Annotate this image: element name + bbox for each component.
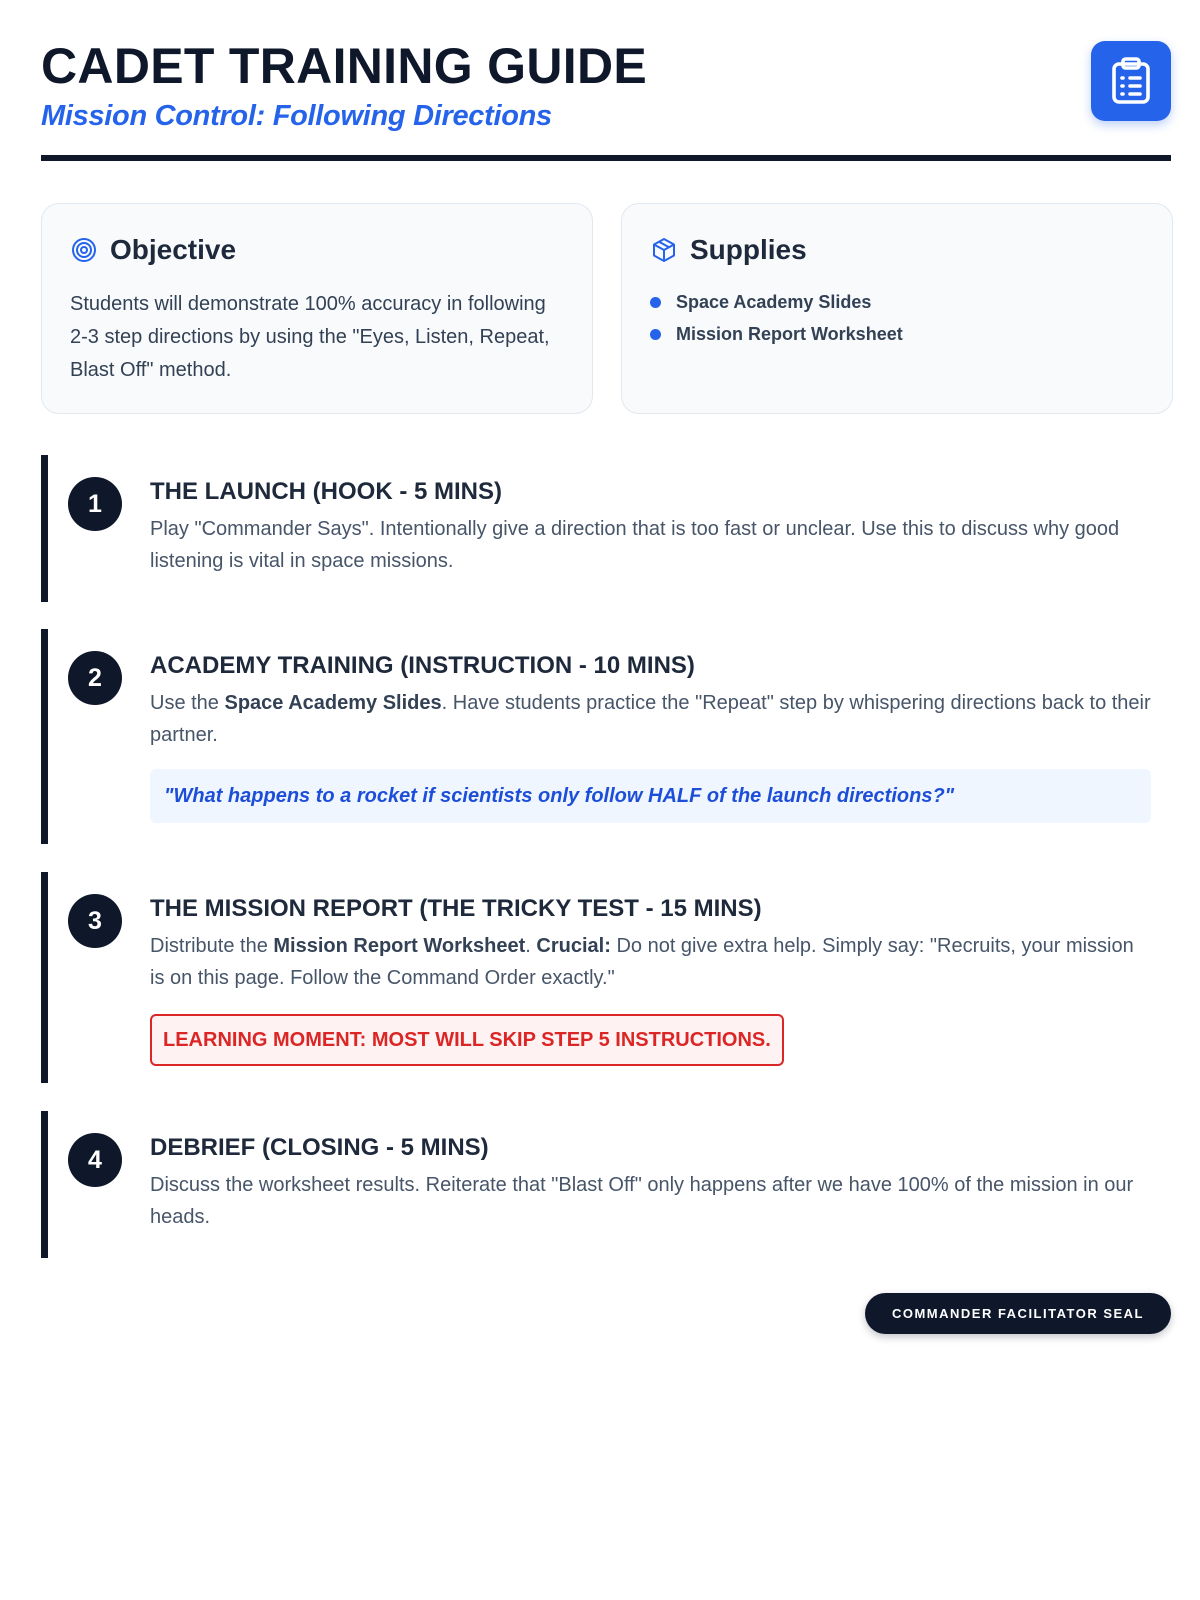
supplies-list bbox=[650, 286, 1144, 350]
step-3 bbox=[41, 872, 1171, 1083]
target-icon bbox=[70, 236, 98, 264]
step-4 bbox=[41, 1111, 1171, 1258]
objective-text: Students will demonstrate 100% accuracy in following 2-3 step directions by using the "Eyes, Listen, Repeat, Blast Off" method. bbox=[70, 293, 550, 381]
step-number: 1 bbox=[68, 477, 122, 531]
step-number: 3 bbox=[68, 894, 122, 948]
step-title: DEBRIEF (CLOSING - 5 MINS) bbox=[150, 1134, 489, 1161]
step-number: 4 bbox=[68, 1133, 122, 1187]
list-item: Mission Report Worksheet bbox=[650, 318, 1144, 350]
supplies-title: Supplies bbox=[690, 234, 807, 265]
bullet-icon bbox=[650, 297, 661, 308]
learning-moment-alert: LEARNING MOMENT: MOST WILL SKIP STEP 5 INSTRUCTIONS. bbox=[150, 1014, 784, 1066]
header-divider bbox=[41, 155, 1171, 161]
clipboard-list-icon bbox=[1091, 41, 1171, 121]
supplies-card bbox=[621, 203, 1173, 414]
step-1 bbox=[41, 455, 1171, 602]
step-number: 2 bbox=[68, 651, 122, 705]
package-icon bbox=[650, 236, 678, 264]
step-title: THE MISSION REPORT (THE TRICKY TEST - 15 MINS) bbox=[150, 895, 762, 922]
step-text: Discuss the worksheet results. Reiterate that "Blast Off" only happens after we have 100% of the mission in our heads. bbox=[150, 1174, 1134, 1228]
step-text: Play "Commander Says". Intentionally give a direction that is too fast or unclear. Use this to discuss why good listening is vital in space missions. bbox=[150, 518, 1120, 572]
page-title: CADET TRAINING GUIDE bbox=[41, 38, 647, 94]
page-header bbox=[41, 38, 1171, 162]
bullet-icon bbox=[650, 329, 661, 340]
list-item: Space Academy Slides bbox=[650, 286, 1144, 318]
facilitator-seal-badge: COMMANDER FACILITATOR SEAL bbox=[865, 1293, 1171, 1334]
discussion-question: "What happens to a rocket if scientists only follow HALF of the launch directions?" bbox=[150, 769, 1151, 823]
page-subtitle: Mission Control: Following Directions bbox=[41, 100, 552, 132]
step-text: Distribute the Mission Report Worksheet. Crucial: Do not give extra help. Simply say: "Recruits, your mission is on this page. Follow the Command Order exactly." bbox=[150, 935, 1134, 989]
step-title: THE LAUNCH (HOOK - 5 MINS) bbox=[150, 478, 502, 505]
objective-card bbox=[41, 203, 593, 414]
step-text: Use the Space Academy Slides. Have students practice the "Repeat" step by whispering directions back to their partner. bbox=[150, 692, 1151, 746]
step-2 bbox=[41, 629, 1171, 844]
step-title: ACADEMY TRAINING (INSTRUCTION - 10 MINS) bbox=[150, 652, 695, 679]
objective-title: Objective bbox=[110, 234, 237, 265]
